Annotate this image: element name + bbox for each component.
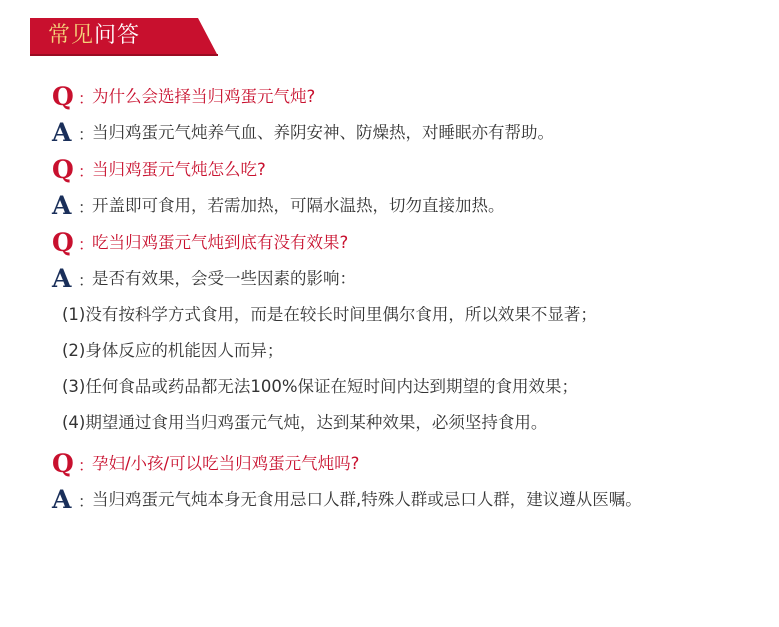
faq-answer — [52, 188, 772, 224]
question-colon: ： — [78, 161, 95, 181]
answer-list-item: (2)身体反应的机能因人而异； — [62, 341, 284, 360]
faq-question — [52, 79, 772, 115]
question-colon: ： — [78, 234, 95, 254]
answer-text: 开盖即可食用，若需加热，可隔水温热，切勿直接加热。 — [92, 196, 505, 215]
answer-list-item: (1)没有按科学方式食用，而是在较长时间里偶尔食用，所以效果不显著； — [62, 305, 597, 324]
faq-answer — [52, 261, 772, 297]
question-marker: Q — [52, 82, 74, 111]
answer-colon: ： — [78, 124, 95, 144]
answer-list-item: (3)任何食品或药品都无法100%保证在短时间内达到期望的食用效果； — [62, 377, 579, 396]
answer-marker: A — [52, 264, 72, 293]
answer-marker: A — [52, 118, 72, 147]
question-text: 吃当归鸡蛋元气炖到底有没有效果? — [92, 233, 349, 252]
section-header-banner — [30, 18, 218, 56]
answer-marker: A — [52, 191, 72, 220]
faq-question — [52, 225, 772, 261]
faq-list — [52, 78, 772, 518]
faq-question — [52, 446, 772, 482]
section-title-part1: 常见 — [48, 23, 95, 48]
question-marker: Q — [52, 228, 74, 257]
question-colon: ： — [78, 455, 95, 475]
answer-text: 当归鸡蛋元气炖本身无食用忌口人群,特殊人群或忌口人群，建议遵从医嘱。 — [92, 490, 642, 509]
question-text: 当归鸡蛋元气炖怎么吃? — [92, 160, 266, 179]
section-title-part2: 问答 — [94, 23, 141, 48]
question-text: 为什么会选择当归鸡蛋元气炖? — [92, 87, 316, 106]
answer-list — [62, 297, 772, 441]
answer-colon: ： — [78, 491, 95, 511]
spacer — [52, 441, 772, 445]
faq-answer — [52, 482, 772, 518]
faq-question — [52, 152, 772, 188]
section-title — [48, 22, 140, 50]
faq-answer — [52, 115, 772, 151]
answer-text: 是否有效果，会受一些因素的影响： — [92, 269, 356, 288]
answer-text: 当归鸡蛋元气炖养气血、养阴安神、防燥热，对睡眠亦有帮助。 — [92, 123, 554, 142]
question-colon: ： — [78, 88, 95, 108]
answer-colon: ： — [78, 197, 95, 217]
question-marker: Q — [52, 155, 74, 184]
answer-marker: A — [52, 485, 72, 514]
question-text: 孕妇/小孩/可以吃当归鸡蛋元气炖吗? — [92, 454, 360, 473]
answer-colon: ： — [78, 270, 95, 290]
question-marker: Q — [52, 449, 74, 478]
answer-list-item: (4)期望通过食用当归鸡蛋元气炖，达到某种效果，必须坚持食用。 — [62, 413, 548, 432]
